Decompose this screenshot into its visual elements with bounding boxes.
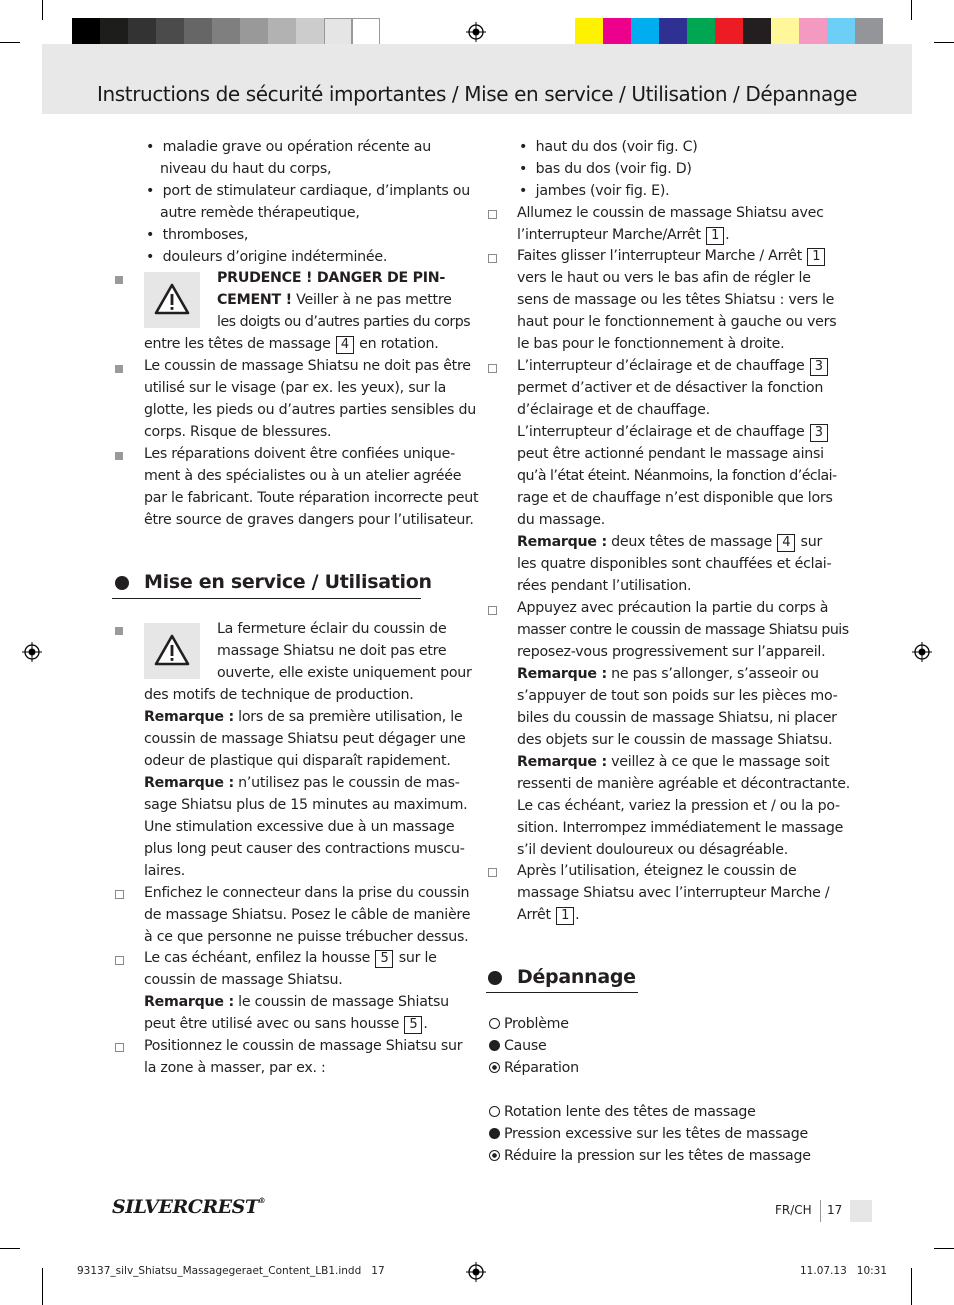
safety-paragraph-2: Les réparations doivent être confiées unique- ment à des spécialistes ou à un atelier agréée par le fabricant. Toute réparation incorrecte peut être source de graves dangers pour l’utilisateur. xyxy=(144,446,479,528)
brand-logo: SILVERCREST® xyxy=(112,1196,265,1218)
square-bullet xyxy=(115,365,123,373)
crop-mark xyxy=(0,42,20,43)
color-swatch xyxy=(799,18,827,47)
part-number-box: 4 xyxy=(336,336,354,354)
color-swatch xyxy=(771,18,799,47)
zip-warning-text: La fermeture éclair du coussin de massage Shiatsu ne doit pas etre ouverte, elle existe uniquement pour xyxy=(217,621,472,681)
color-swatch xyxy=(184,18,212,47)
problem-circle-icon xyxy=(489,1106,500,1117)
step-checkbox-icon xyxy=(488,210,497,219)
color-swatch xyxy=(715,18,743,47)
step-cover: Le cas échéant, enfilez la housse 5 sur le coussin de massage Shiatsu. Remarque : le coussin de massage Shiatsu peut être utilisé avec ou sans housse 5 . xyxy=(144,950,449,1032)
list-item: bas du dos (voir fig. D) xyxy=(535,161,692,177)
part-number-box: 1 xyxy=(556,907,574,925)
body-area-list: • haut du dos (voir fig. C) • bas du dos (voir fig. D) • jambes (voir fig. E). xyxy=(519,139,698,199)
list-item: autre remède thérapeutique, xyxy=(160,205,360,221)
step-light-heat: L’interrupteur d’éclairage et de chauffage 3 permet d’activer et de désactiver la fonction d’éclairage et de chauffage. L’interrupteur d’éclairage et de chauffage 3 peut être actionné pendant le massage ainsi qu’à l’état éteint. Néanmoins, la fonction d’éclai- rage et de chauffage n’est disponible que lors du massage. Remarque : deux têtes de massage 4 sur les quatre disponibles sont chauffées et éclai- rées pendant l’utilisation. xyxy=(517,358,837,594)
step-switch-on: Allumez le coussin de massage Shiatsu avec l’interrupteur Marche/Arrêt 1 . xyxy=(517,205,824,243)
square-bullet xyxy=(115,627,123,635)
step-direction: Faites glisser l’interrupteur Marche / Arrêt 1 vers le haut ou vers le bas afin de régler le sens de massage ou les têtes Shiatsu : vers le haut pour le fonctionnement à gauche ou vers le bas pour le fonctionnement à droite. xyxy=(517,248,837,352)
crop-mark xyxy=(911,1268,912,1305)
list-item: thromboses, xyxy=(162,227,249,243)
color-swatch xyxy=(72,18,100,47)
color-swatch xyxy=(743,18,771,47)
page-title: Instructions de sécurité importantes / Mise en service / Utilisation / Dépannage xyxy=(96,82,858,106)
list-item: niveau du haut du corps, xyxy=(160,161,332,177)
registration-mark-icon xyxy=(466,22,486,42)
step-checkbox-icon xyxy=(488,254,497,263)
square-bullet xyxy=(115,276,123,284)
step-switch-off: Après l’utilisation, éteignez le coussin de massage Shiatsu avec l’interrupteur Marche / Arrêt 1 . xyxy=(517,863,830,923)
step-checkbox-icon xyxy=(488,364,497,373)
color-swatch xyxy=(296,18,324,47)
crop-mark xyxy=(42,1268,43,1305)
color-swatch xyxy=(575,18,603,47)
step-checkbox-icon xyxy=(488,606,497,615)
registration-mark-icon xyxy=(22,642,42,662)
crop-mark xyxy=(934,1248,954,1249)
part-number-box: 1 xyxy=(706,227,724,245)
repair-target-icon xyxy=(489,1150,500,1161)
warning-triangle-icon xyxy=(144,623,200,679)
page-number: 17 xyxy=(827,1203,843,1217)
part-number-box: 3 xyxy=(810,424,828,442)
section-bullet-icon xyxy=(115,576,129,590)
color-swatch xyxy=(687,18,715,47)
setup-notes: des motifs de technique de production. Remarque : lors de sa première utilisation, le coussin de massage Shiatsu peut dégager une odeur de plastique qui disparaît rapidement. Remarque : n’utilisez pas le coussin de mas- sage Shiatsu plus de 15 minutes au maximum. Une stimulation excessive due à un massage plus long peut causer des contractions muscu- laires. xyxy=(144,687,468,879)
part-number-box: 3 xyxy=(810,358,828,376)
list-item: jambes (voir fig. E). xyxy=(535,183,670,199)
step-checkbox-icon xyxy=(115,1043,124,1052)
troubleshooting-legend: Problème Cause Réparation xyxy=(489,1013,849,1079)
crop-mark xyxy=(0,1248,20,1249)
step-checkbox-icon xyxy=(488,868,497,877)
crop-mark xyxy=(934,42,954,43)
footer-divider xyxy=(820,1200,821,1222)
color-swatch xyxy=(212,18,240,47)
color-swatch xyxy=(603,18,631,47)
color-swatch xyxy=(128,18,156,47)
part-number-box: 1 xyxy=(807,248,825,266)
section-bullet-icon xyxy=(488,971,502,985)
color-swatch xyxy=(631,18,659,47)
troubleshooting-entry: Rotation lente des têtes de massage Pression excessive sur les têtes de massage Réduire la pression sur les têtes de massage xyxy=(489,1101,849,1167)
safety-paragraph-1: Le coussin de massage Shiatsu ne doit pas être utilisé sur le visage (par ex. les yeux), sur la glotte, les pieds ou d’autres parties sensibles du corps. Risque de blessures. xyxy=(144,358,476,440)
warning-triangle-icon xyxy=(144,272,200,328)
part-number-box: 5 xyxy=(404,1016,422,1034)
section-underline xyxy=(112,598,421,599)
list-item: haut du dos (voir fig. C) xyxy=(535,139,698,155)
color-swatch xyxy=(352,18,380,47)
step-plug-in: Enfichez le connecteur dans la prise du coussin de massage Shiatsu. Posez le câble de manière à ce que personne ne puisse trébucher dessus. xyxy=(144,885,471,945)
color-swatch xyxy=(240,18,268,47)
step-position: Positionnez le coussin de massage Shiatsu sur la zone à masser, par ex. : xyxy=(144,1038,463,1076)
cause-dot-icon xyxy=(489,1128,500,1139)
caution-text-end: entre les têtes de massage 4 en rotation. xyxy=(144,336,439,352)
color-swatch xyxy=(100,18,128,47)
list-item: port de stimulateur cardiaque, d’implants ou xyxy=(162,183,470,199)
color-swatch xyxy=(855,18,883,47)
file-slug: 93137_silv_Shiatsu_Massagegeraet_Content_LB1.indd 17 xyxy=(77,1265,385,1277)
step-checkbox-icon xyxy=(115,890,124,899)
color-swatch xyxy=(156,18,184,47)
section-heading-troubleshooting: Dépannage xyxy=(517,966,636,988)
step-checkbox-icon xyxy=(115,956,124,965)
color-swatch xyxy=(268,18,296,47)
step-apply: Appuyez avec précaution la partie du corps à masser contre le coussin de massage Shiatsu puis reposez-vous progressivement sur l’appareil. Remarque : ne pas s’allonger, s’asseoir ou s’appuyer de tout son poids sur les pièces mo- biles du coussin de massage Shiatsu, ni placer des objets sur le coussin de massage Shiatsu. Remarque : veillez à ce que le massage soit ressenti de manière agréable et décontractante. Le cas échéant, variez la pression et / ou la po- sition. Interrompez immédiatement le massage s’il devient douloureux ou désagréable. xyxy=(517,600,850,858)
registration-mark-icon xyxy=(912,642,932,662)
crop-mark xyxy=(911,0,912,20)
page-tab xyxy=(850,1200,872,1222)
list-item: maladie grave ou opération récente au xyxy=(162,139,431,155)
caution-text: PRUDENCE ! DANGER DE PIN- CEMENT ! Veiller à ne pas mettre les doigts ou d’autres parties du corps xyxy=(217,270,471,330)
language-code: FR/CH xyxy=(775,1203,812,1217)
square-bullet xyxy=(115,452,123,460)
contraindication-list: • maladie grave ou opération récente au niveau du haut du corps, • port de stimulateur cardiaque, d’implants ou autre remède thérapeutique, • thromboses, • douleurs d’origine indéterminée. xyxy=(146,136,476,268)
part-number-box: 5 xyxy=(375,950,393,968)
registration-mark-icon xyxy=(466,1262,486,1282)
problem-circle-icon xyxy=(489,1018,500,1029)
part-number-box: 4 xyxy=(777,534,795,552)
repair-target-icon xyxy=(489,1062,500,1073)
section-underline xyxy=(486,992,638,993)
color-swatch xyxy=(659,18,687,47)
section-heading-setup: Mise en service / Utilisation xyxy=(144,571,432,593)
print-date: 11.07.13 10:31 xyxy=(800,1265,888,1277)
list-item: douleurs d’origine indéterminée. xyxy=(162,249,388,265)
cause-dot-icon xyxy=(489,1040,500,1051)
color-swatch xyxy=(324,18,352,47)
color-swatch xyxy=(827,18,855,47)
crop-mark xyxy=(42,0,43,20)
